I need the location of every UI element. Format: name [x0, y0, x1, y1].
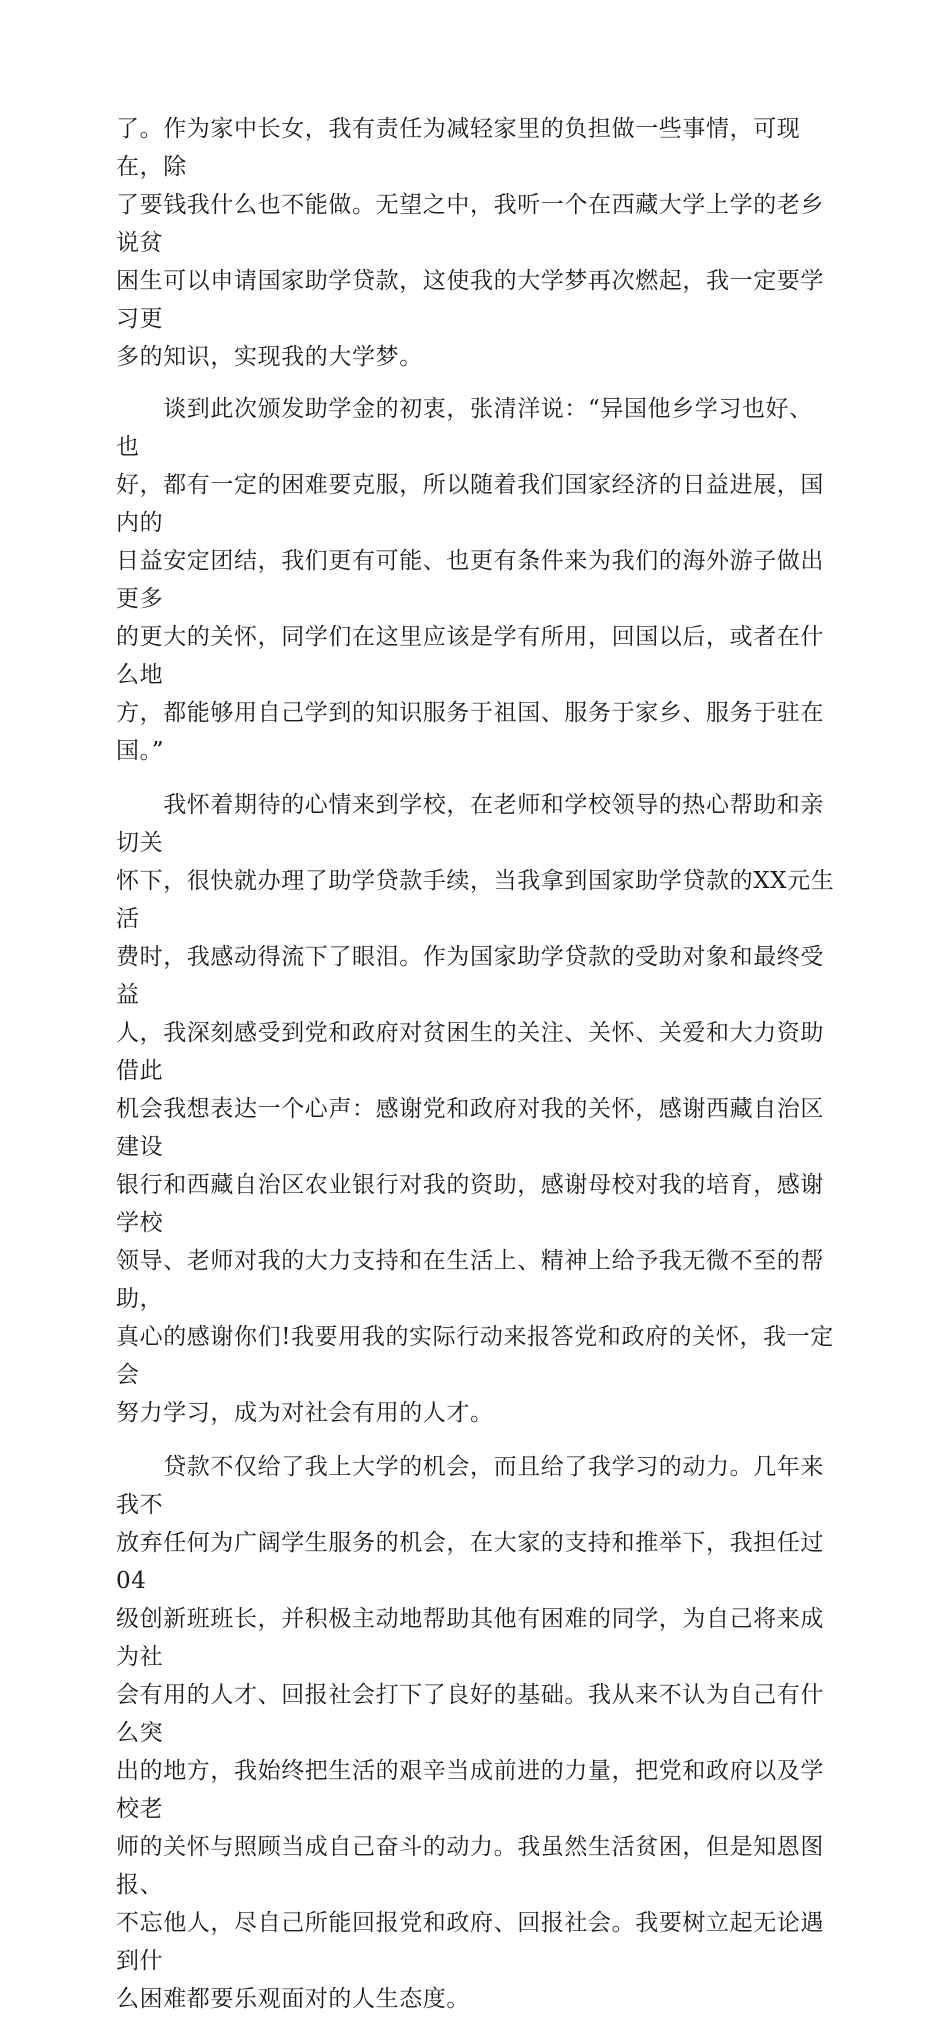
document-body: [116, 110, 836, 2018]
paragraph-2: 谈到此次颁发助学金的初衷，张清洋说：“异国他乡学习也好、也 好，都有一定的困难要克服，所以随着我们国家经济的日益进展，国内的 日益安定团结，我们更有可能、也更有条件来为我们的海外游子做出更多 的更大的关怀，同学们在这里应该是学有所用，回国以后，或者在什么地 方，都能够用自己学到的知识服务于祖国、服务于家乡、服务于驻在 国。”: [116, 396, 824, 764]
paragraph-3: 我怀着期待的心情来到学校，在老师和学校领导的热心帮助和亲切关 怀下，很快就办理了助学贷款手续，当我拿到国家助学贷款的XX元生活 费时，我感动得流下了眼泪。作为国家助学贷款的受助对象和最终受益 人，我深刻感受到党和政府对贫困生的关注、关怀、关爱和大力资助借此 机会我想表达一个心声：感谢党和政府对我的关怀，感谢西藏自治区建设 银行和西藏自治区农业银行对我的资助，感谢母校对我的培育，感谢学校 领导、老师对我的大力支持和在生活上、精神上给予我无微不至的帮助， 真心的感谢你们!我要用我的实际行动来报答党和政府的关怀，我一定会 努力学习，成为对社会有用的人才。: [116, 792, 835, 1426]
paragraph-4: 贷款不仅给了我上大学的机会，而且给了我学习的动力。几年来我不 放弃任何为广阔学生服务的机会，在大家的支持和推举下，我担任过04 级创新班班长，并积极主动地帮助其他有困难的同学，为自己将来成为社 会有用的人才、回报社会打下了良好的基础。我从来不认为自己有什么突 出的地方，我始终把生活的艰辛当成前进的力量，把党和政府以及学校老 师的关怀与照顾当成自己奋斗的动力。我虽然生活贫困，但是知恩图报、 不忘他人，尽自己所能回报党和政府、回报社会。我要树立起无论遇到什 么困难都要乐观面对的人生态度。: [116, 1454, 824, 2012]
paragraph-1: 了。作为家中长女，我有责任为减轻家里的负担做一些事情，可现在，除 了要钱我什么也不能做。无望之中，我听一个在西藏大学上学的老乡说贫 困生可以申请国家助学贷款，这使我的大学梦再次燃起，我一定要学习更 多的知识，实现我的大学梦。: [116, 116, 824, 370]
